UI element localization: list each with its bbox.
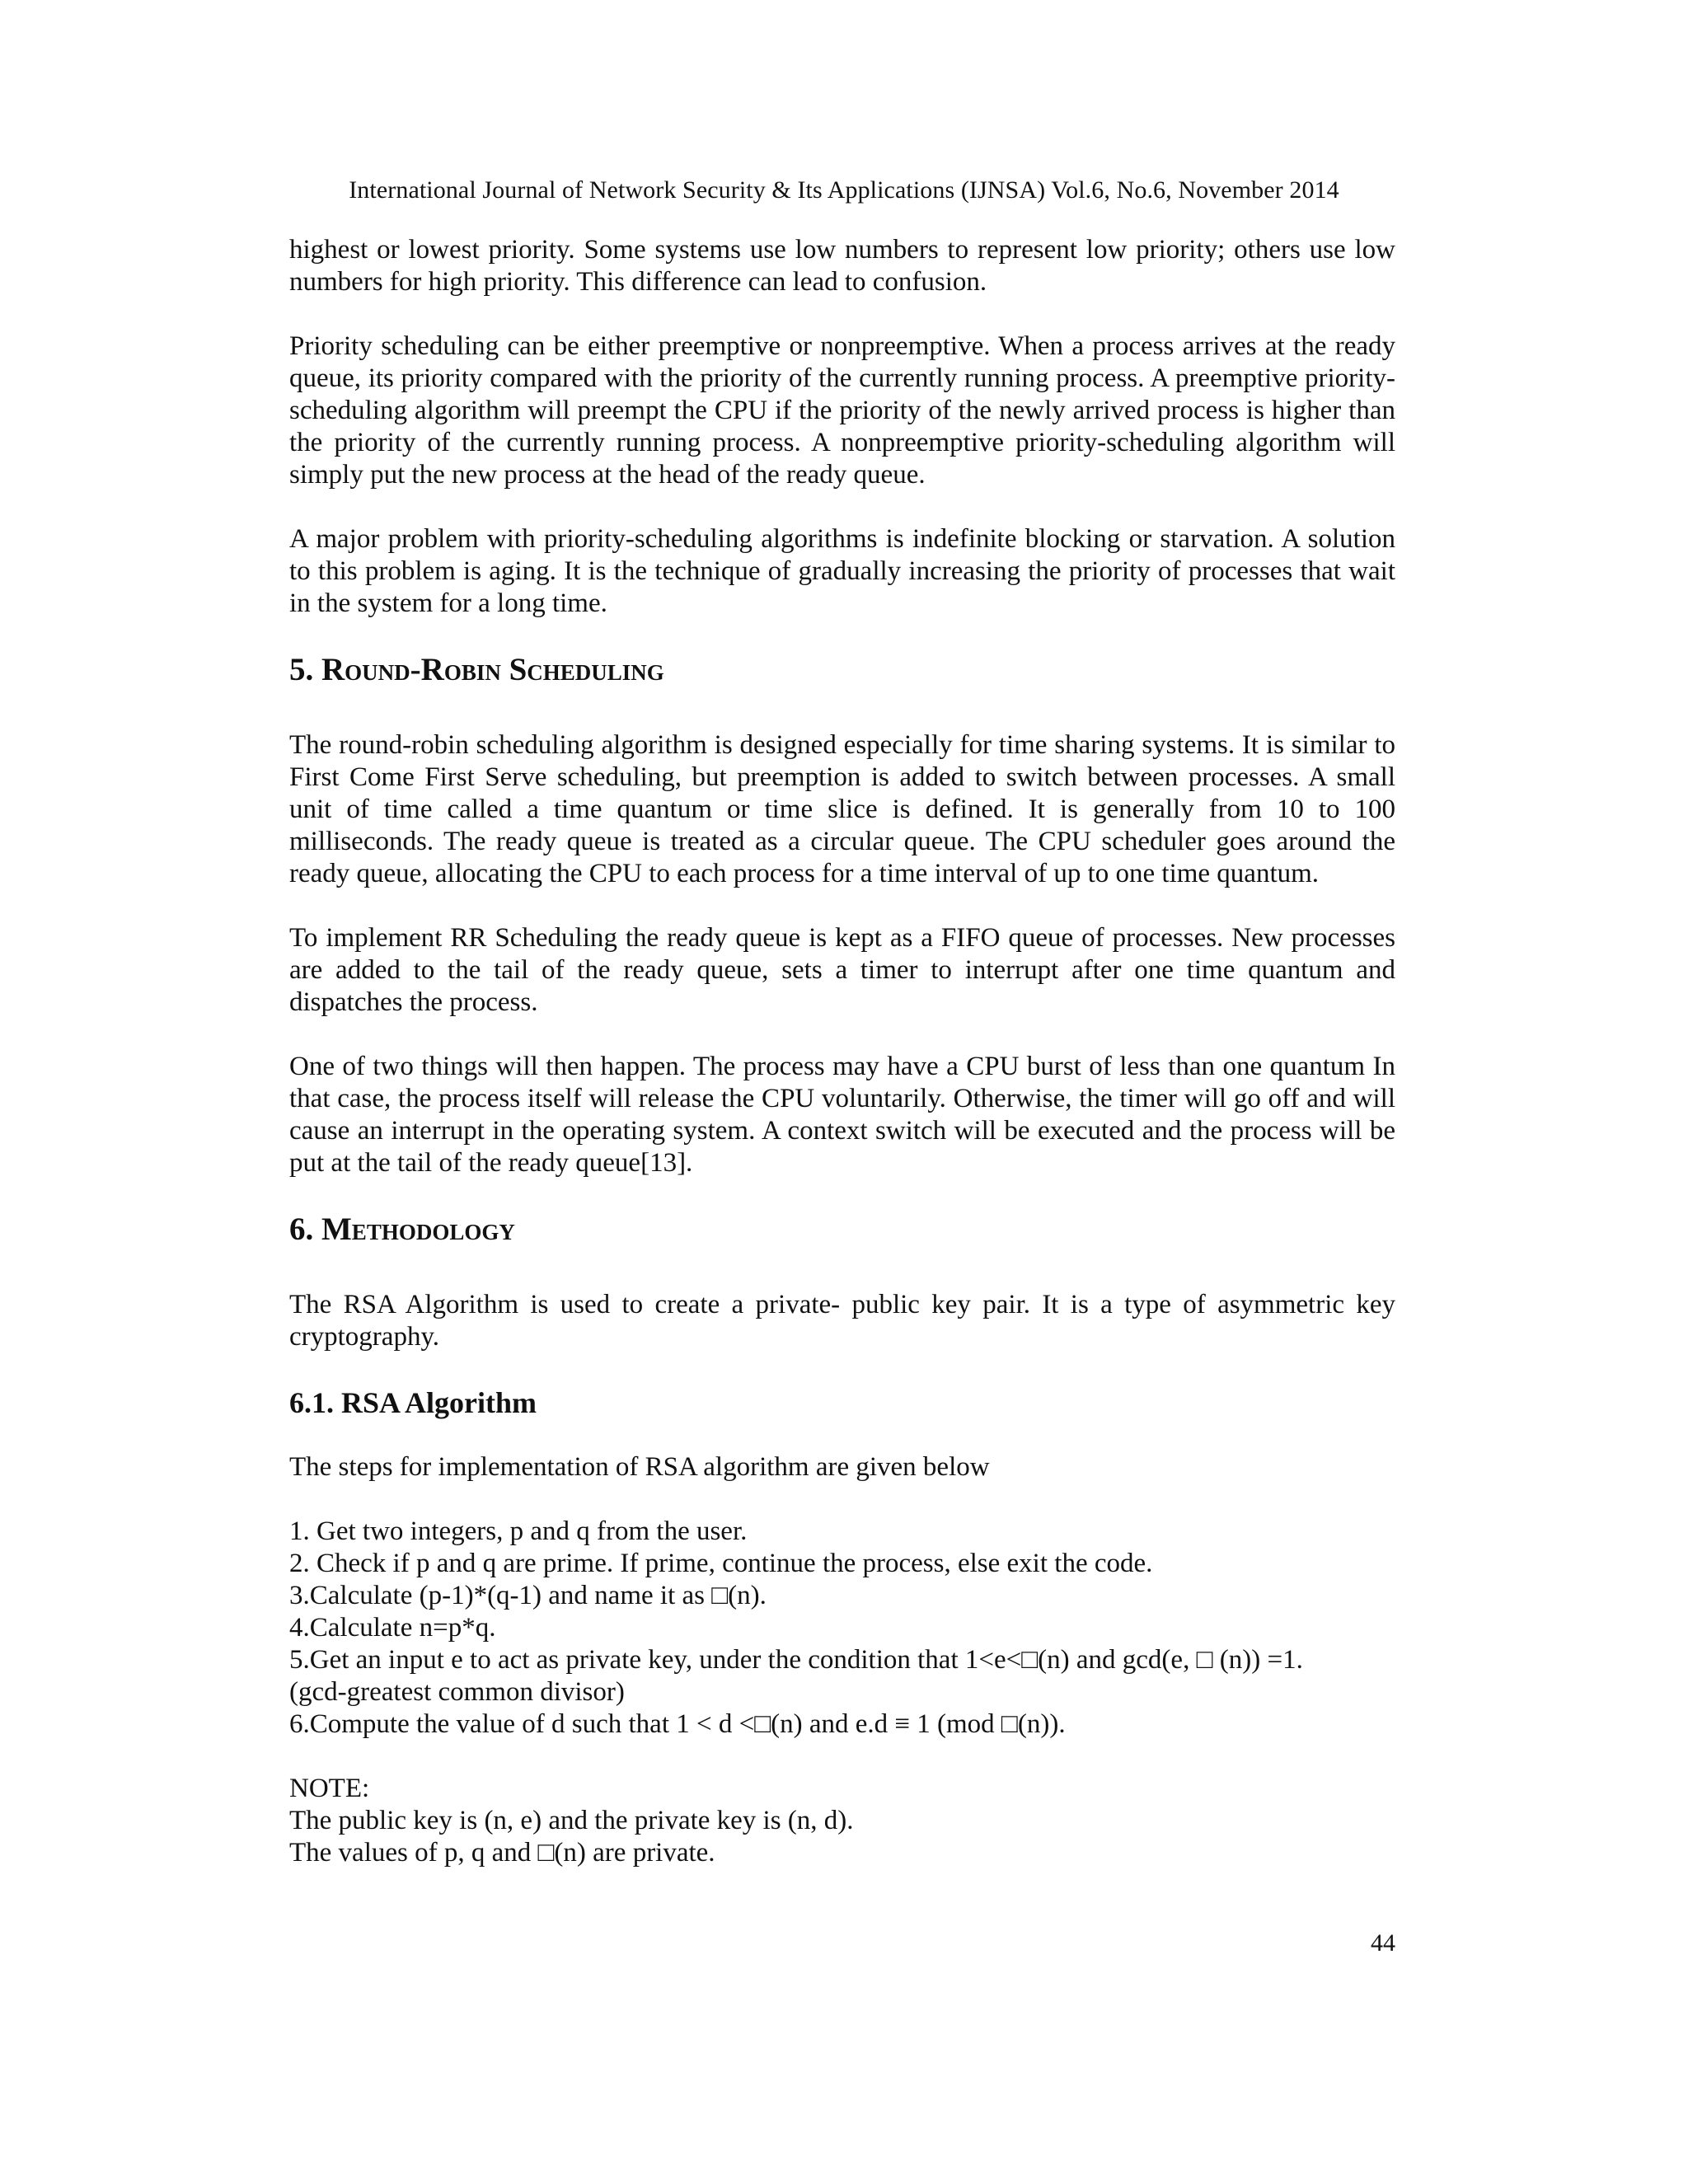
page-number: 44 [1371,1929,1395,1957]
list-item: (gcd-greatest common divisor) [289,1677,625,1707]
note-block [289,1773,1395,1869]
paragraph-starvation-aging: A major problem with priority-scheduling algorithms is indefinite blocking or starvation. A solution to this problem is aging. It is the technique of gradually increasing the priority of processes that wait in the system for a long time. [289,524,1395,618]
list-item: 6.Compute the value of d such that 1 < d <□(n) and e.d ≡ 1 (mod □(n)). [289,1709,1066,1739]
running-header: International Journal of Network Security & Its Applications (IJNSA) Vol.6, No.6, November 2014 [349,176,1339,204]
list-item: 3.Calculate (p-1)*(q-1) and name it as □(n). [289,1581,767,1610]
section-heading-methodology: 6. Methodology [289,1212,515,1247]
note-label: NOTE: [289,1774,370,1803]
paragraph-rr-fifo: To implement RR Scheduling the ready queue is kept as a FIFO queue of processes. New processes are added to the tail of the ready queue, sets a timer to interrupt after one time quantum and dispatches the process. [289,923,1395,1017]
section-heading-round-robin: 5. Round-Robin Scheduling [289,652,664,687]
paragraph-preemptive-priority: Priority scheduling can be either preemptive or nonpreemptive. When a process arrives at the ready queue, its priority compared with the priority of the currently running process. A preemptive priority-scheduling algorithm will preempt the CPU if the priority of the newly arrived process is higher than the priority of the currently running process. A nonpreemptive priority-scheduling algorithm will simply put the new process at the head of the ready queue. [289,331,1395,490]
rsa-steps-list [289,1516,1395,1741]
paragraph-rsa-steps-intro: The steps for implementation of RSA algorithm are given below [289,1452,990,1482]
note-line: The values of p, q and □(n) are private. [289,1838,715,1868]
list-item: 4.Calculate n=p*q. [289,1613,496,1643]
page-body [289,234,1395,1869]
list-item: 2. Check if p and q are prime. If prime, continue the process, else exit the code. [289,1549,1153,1578]
list-item: 1. Get two integers, p and q from the user. [289,1516,748,1546]
list-item: 5.Get an input e to act as private key, under the condition that 1<e<□(n) and gcd(e, □ (n)) =1. [289,1645,1303,1675]
note-line: The public key is (n, e) and the private key is (n, d). [289,1806,854,1835]
paragraph-rr-burst: One of two things will then happen. The process may have a CPU burst of less than one quantum In that case, the process itself will release the CPU voluntarily. Otherwise, the timer will go off and will cause an interrupt in the operating system. A context switch will be executed and the process will be put at the tail of the ready queue[13]. [289,1052,1395,1178]
paragraph-priority-numbers: highest or lowest priority. Some systems use low numbers to represent low priority; others use low numbers for high priority. This difference can lead to confusion. [289,235,1395,297]
paragraph-rsa-intro: The RSA Algorithm is used to create a private- public key pair. It is a type of asymmetric key cryptography. [289,1290,1395,1352]
paragraph-round-robin-intro: The round-robin scheduling algorithm is designed especially for time sharing systems. It is similar to First Come First Serve scheduling, but preemption is added to switch between processes. A small unit of time called a time quantum or time slice is defined. It is generally from 10 to 100 milliseconds. The ready queue is treated as a circular queue. The CPU scheduler goes around the ready queue, allocating the CPU to each process for a time interval of up to one time quantum. [289,730,1395,888]
subsection-heading-rsa: 6.1. RSA Algorithm [289,1386,537,1419]
